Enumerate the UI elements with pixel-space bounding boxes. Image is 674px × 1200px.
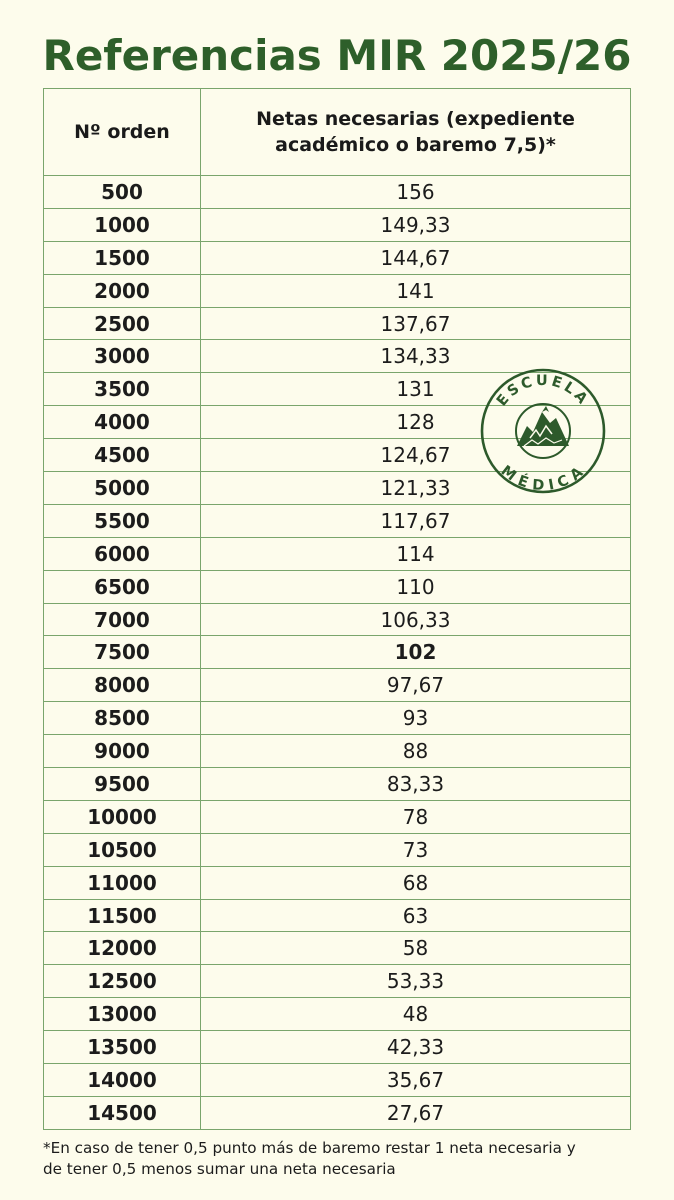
table-row [44, 570, 631, 603]
table-row [44, 307, 631, 340]
cell-order: 14500 [44, 1096, 201, 1129]
table-row [44, 932, 631, 965]
cell-order: 4000 [44, 406, 201, 439]
cell-order: 500 [44, 176, 201, 209]
cell-order: 1000 [44, 208, 201, 241]
header-order: Nº orden [44, 89, 201, 176]
cell-order: 3000 [44, 340, 201, 373]
cell-order: 2500 [44, 307, 201, 340]
table-row [44, 800, 631, 833]
cell-order: 8500 [44, 702, 201, 735]
table-row [44, 1031, 631, 1064]
cell-netas: 114 [201, 537, 631, 570]
header-netas-line2: académico o baremo 7,5)* [275, 134, 556, 156]
cell-order: 5500 [44, 504, 201, 537]
mountain-icon [516, 404, 570, 458]
cell-order: 14000 [44, 1064, 201, 1097]
table-row [44, 537, 631, 570]
references-table [43, 88, 631, 1130]
cell-netas: 102 [201, 636, 631, 669]
cell-netas: 106,33 [201, 603, 631, 636]
cell-netas: 110 [201, 570, 631, 603]
table-row [44, 735, 631, 768]
cell-netas: 134,33 [201, 340, 631, 373]
table-row [44, 998, 631, 1031]
table-row [44, 241, 631, 274]
cell-netas: 35,67 [201, 1064, 631, 1097]
cell-order: 9000 [44, 735, 201, 768]
cell-netas: 42,33 [201, 1031, 631, 1064]
cell-netas: 83,33 [201, 768, 631, 801]
cell-order: 3500 [44, 373, 201, 406]
header-netas-line1: Netas necesarias (expediente [256, 108, 575, 130]
cell-netas: 68 [201, 866, 631, 899]
cell-netas: 53,33 [201, 965, 631, 998]
table-row [44, 669, 631, 702]
cell-order: 5000 [44, 472, 201, 505]
table-row [44, 965, 631, 998]
footnote-line1: *En caso de tener 0,5 punto más de baremo restar 1 neta necesaria y [43, 1139, 576, 1157]
cell-order: 9500 [44, 768, 201, 801]
cell-netas: 131 [201, 373, 631, 406]
cell-order: 13000 [44, 998, 201, 1031]
cell-order: 7500 [44, 636, 201, 669]
table-row [44, 1096, 631, 1129]
cell-netas: 124,67 [201, 439, 631, 472]
cell-order: 6500 [44, 570, 201, 603]
table-row [44, 768, 631, 801]
table-row [44, 504, 631, 537]
cell-order: 12500 [44, 965, 201, 998]
cell-order: 12000 [44, 932, 201, 965]
table-row [44, 833, 631, 866]
cell-netas: 27,67 [201, 1096, 631, 1129]
table-body [44, 176, 631, 1130]
cell-netas: 141 [201, 274, 631, 307]
cell-netas: 93 [201, 702, 631, 735]
escuela-medica-seal [480, 368, 606, 494]
table-row [44, 274, 631, 307]
cell-order: 10500 [44, 833, 201, 866]
cell-order: 11500 [44, 899, 201, 932]
cell-order: 7000 [44, 603, 201, 636]
footnote-line2: de tener 0,5 menos sumar una neta necesaria [43, 1160, 396, 1178]
seal-top-text: ESCUELA [494, 372, 592, 410]
cell-order: 4500 [44, 439, 201, 472]
cell-netas: 48 [201, 998, 631, 1031]
cell-order: 1500 [44, 241, 201, 274]
table-row [44, 1064, 631, 1097]
cell-order: 13500 [44, 1031, 201, 1064]
table-row [44, 636, 631, 669]
cell-netas: 137,67 [201, 307, 631, 340]
cell-netas: 58 [201, 932, 631, 965]
cell-netas: 88 [201, 735, 631, 768]
footnote [43, 1138, 633, 1180]
cell-netas: 156 [201, 176, 631, 209]
cell-netas: 121,33 [201, 472, 631, 505]
seal-bottom-text: MÉDICA [497, 462, 589, 494]
table-row [44, 176, 631, 209]
table-row [44, 899, 631, 932]
cell-netas: 97,67 [201, 669, 631, 702]
cell-order: 10000 [44, 800, 201, 833]
table-row [44, 866, 631, 899]
table-header-row [44, 89, 631, 176]
cell-netas: 144,67 [201, 241, 631, 274]
cell-netas: 149,33 [201, 208, 631, 241]
page-title: Referencias MIR 2025/26 [42, 31, 632, 80]
cell-order: 2000 [44, 274, 201, 307]
cell-order: 8000 [44, 669, 201, 702]
cell-netas: 128 [201, 406, 631, 439]
table-row [44, 208, 631, 241]
cell-order: 6000 [44, 537, 201, 570]
cell-netas: 73 [201, 833, 631, 866]
cell-netas: 117,67 [201, 504, 631, 537]
table-row [44, 603, 631, 636]
table-row [44, 702, 631, 735]
header-netas [201, 89, 631, 176]
cell-netas: 78 [201, 800, 631, 833]
cell-netas: 63 [201, 899, 631, 932]
cell-order: 11000 [44, 866, 201, 899]
